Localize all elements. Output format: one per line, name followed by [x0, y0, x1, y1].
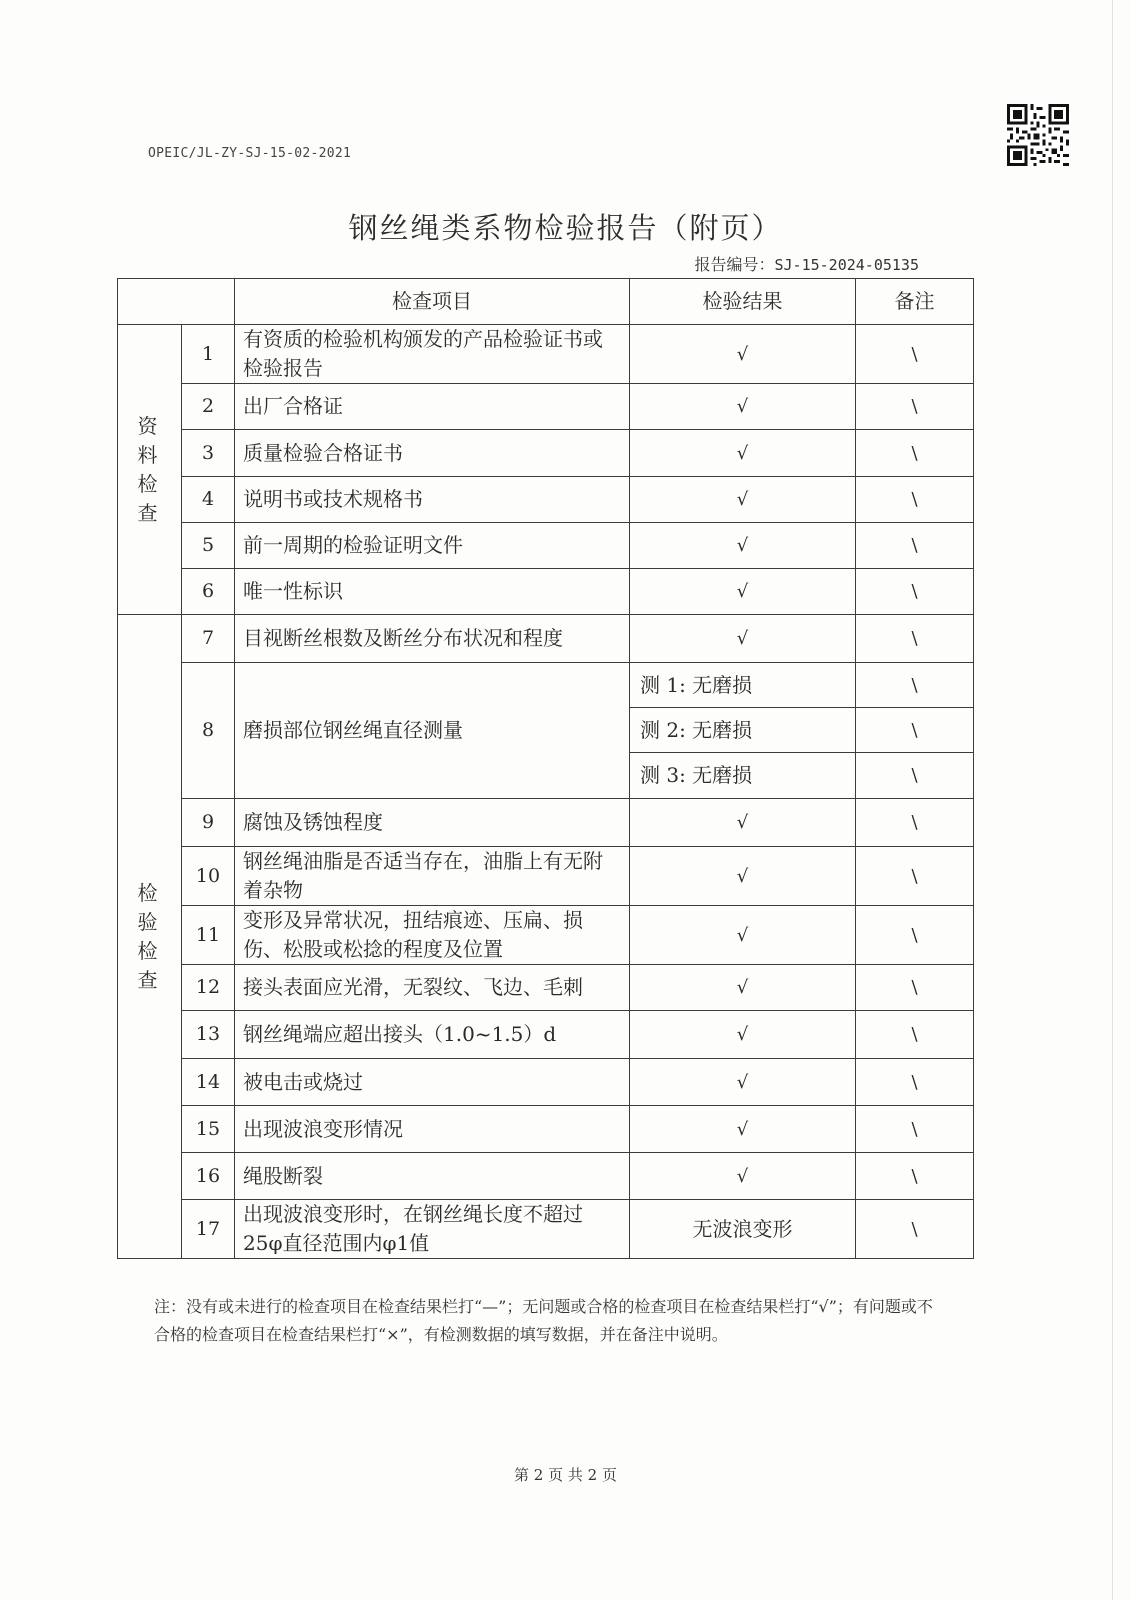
row-result: √	[630, 847, 856, 906]
row-number: 15	[182, 1106, 235, 1153]
row-result: √	[630, 1153, 856, 1200]
row-number: 14	[182, 1059, 235, 1106]
row-result: √	[630, 965, 856, 1011]
row-remark: \	[856, 1200, 974, 1259]
row-result: √	[630, 430, 856, 477]
header-blank	[118, 279, 235, 325]
row-remark: \	[856, 325, 974, 384]
row-item: 腐蚀及锈蚀程度	[235, 799, 630, 847]
row-item: 唯一性标识	[235, 569, 630, 615]
row-number: 12	[182, 965, 235, 1011]
table-header-row	[118, 279, 974, 325]
table-row	[118, 615, 974, 663]
measurement-result: 测 3: 无磨损	[630, 753, 856, 799]
footnote: 注：没有或未进行的检查项目在检查结果栏打“—”；无问题或合格的检查项目在检查结果栏打“√”；有问题或不合格的检查项目在检查结果栏打“×”，有检测数据的填写数据，并在备注中说明。	[154, 1297, 933, 1344]
row-number: 9	[182, 799, 235, 847]
row-number: 8	[182, 663, 235, 799]
header-item: 检查项目	[235, 279, 630, 325]
row-result: √	[630, 1011, 856, 1059]
group-label-inspection-check: 检验检查	[118, 615, 182, 1259]
report-number-label: 报告编号：	[694, 255, 775, 274]
row-result: √	[630, 569, 856, 615]
row-item: 磨损部位钢丝绳直径测量	[235, 663, 630, 799]
row-item: 前一周期的检验证明文件	[235, 523, 630, 569]
header-remark: 备注	[856, 279, 974, 325]
row-item: 说明书或技术规格书	[235, 477, 630, 523]
table-row	[118, 1106, 974, 1153]
report-number	[694, 252, 919, 275]
row-result: √	[630, 799, 856, 847]
row-remark: \	[856, 708, 974, 753]
row-number: 3	[182, 430, 235, 477]
row-number: 5	[182, 523, 235, 569]
table-row	[118, 847, 974, 906]
row-result: √	[630, 1059, 856, 1106]
table-row	[118, 799, 974, 847]
row-remark: \	[856, 1011, 974, 1059]
row-remark: \	[856, 523, 974, 569]
row-remark: \	[856, 753, 974, 799]
report-number-value: SJ-15-2024-05135	[774, 256, 919, 274]
page-title: 钢丝绳类系物检验报告（附页）	[348, 211, 783, 245]
measurement-result: 测 2: 无磨损	[630, 708, 856, 753]
row-remark: \	[856, 569, 974, 615]
measurement-result: 测 1: 无磨损	[630, 663, 856, 708]
table-row	[118, 906, 974, 965]
inspection-table	[117, 278, 974, 1259]
row-item: 出现波浪变形情况	[235, 1106, 630, 1153]
row-item: 钢丝绳油脂是否适当存在，油脂上有无附着杂物	[235, 847, 630, 906]
row-remark: \	[856, 1106, 974, 1153]
row-remark: \	[856, 663, 974, 708]
row-item: 钢丝绳端应超出接头（1.0~1.5）d	[235, 1011, 630, 1059]
table-row	[118, 430, 974, 477]
row-remark: \	[856, 430, 974, 477]
row-result: √	[630, 325, 856, 384]
table-row	[118, 325, 974, 384]
header-result: 检验结果	[630, 279, 856, 325]
row-number: 10	[182, 847, 235, 906]
table-row	[118, 569, 974, 615]
row-remark: \	[856, 799, 974, 847]
row-remark: \	[856, 1153, 974, 1200]
row-item: 被电击或烧过	[235, 1059, 630, 1106]
row-result: 无波浪变形	[630, 1200, 856, 1259]
row-result: √	[630, 615, 856, 663]
table-row	[118, 1200, 974, 1259]
row-number: 1	[182, 325, 235, 384]
row-remark: \	[856, 615, 974, 663]
row-item: 质量检验合格证书	[235, 430, 630, 477]
row-number: 2	[182, 384, 235, 430]
row-number: 4	[182, 477, 235, 523]
table-row	[118, 1153, 974, 1200]
row-result: √	[630, 906, 856, 965]
row-item: 绳股断裂	[235, 1153, 630, 1200]
row-number: 16	[182, 1153, 235, 1200]
row-number: 11	[182, 906, 235, 965]
row-remark: \	[856, 1059, 974, 1106]
row-remark: \	[856, 384, 974, 430]
row-remark: \	[856, 965, 974, 1011]
table-row	[118, 477, 974, 523]
row-number: 17	[182, 1200, 235, 1259]
page-number: 第 2 页 共 2 页	[514, 1466, 617, 1484]
table-row	[118, 965, 974, 1011]
qr-code-icon	[1007, 104, 1069, 166]
table-row	[118, 1059, 974, 1106]
row-item: 有资质的检验机构颁发的产品检验证书或检验报告	[235, 325, 630, 384]
row-result: √	[630, 523, 856, 569]
row-number: 7	[182, 615, 235, 663]
table-row	[118, 523, 974, 569]
row-item: 变形及异常状况，扭结痕迹、压扁、损伤、松股或松捻的程度及位置	[235, 906, 630, 965]
group-label-doc-check: 资料检查	[118, 325, 182, 615]
document-code: OPEIC/JL-ZY-SJ-15-02-2021	[148, 146, 352, 161]
row-remark: \	[856, 906, 974, 965]
row-number: 13	[182, 1011, 235, 1059]
row-result: √	[630, 384, 856, 430]
row-remark: \	[856, 847, 974, 906]
row-number: 6	[182, 569, 235, 615]
row-result: √	[630, 1106, 856, 1153]
row-remark: \	[856, 477, 974, 523]
row-item: 目视断丝根数及断丝分布状况和程度	[235, 615, 630, 663]
row-result: √	[630, 477, 856, 523]
table-row	[118, 1011, 974, 1059]
row-item: 出厂合格证	[235, 384, 630, 430]
row-item: 出现波浪变形时，在钢丝绳长度不超过25φ直径范围内φ1值	[235, 1200, 630, 1259]
row-item: 接头表面应光滑，无裂纹、飞边、毛刺	[235, 965, 630, 1011]
table-row	[118, 663, 974, 708]
table-row	[118, 384, 974, 430]
